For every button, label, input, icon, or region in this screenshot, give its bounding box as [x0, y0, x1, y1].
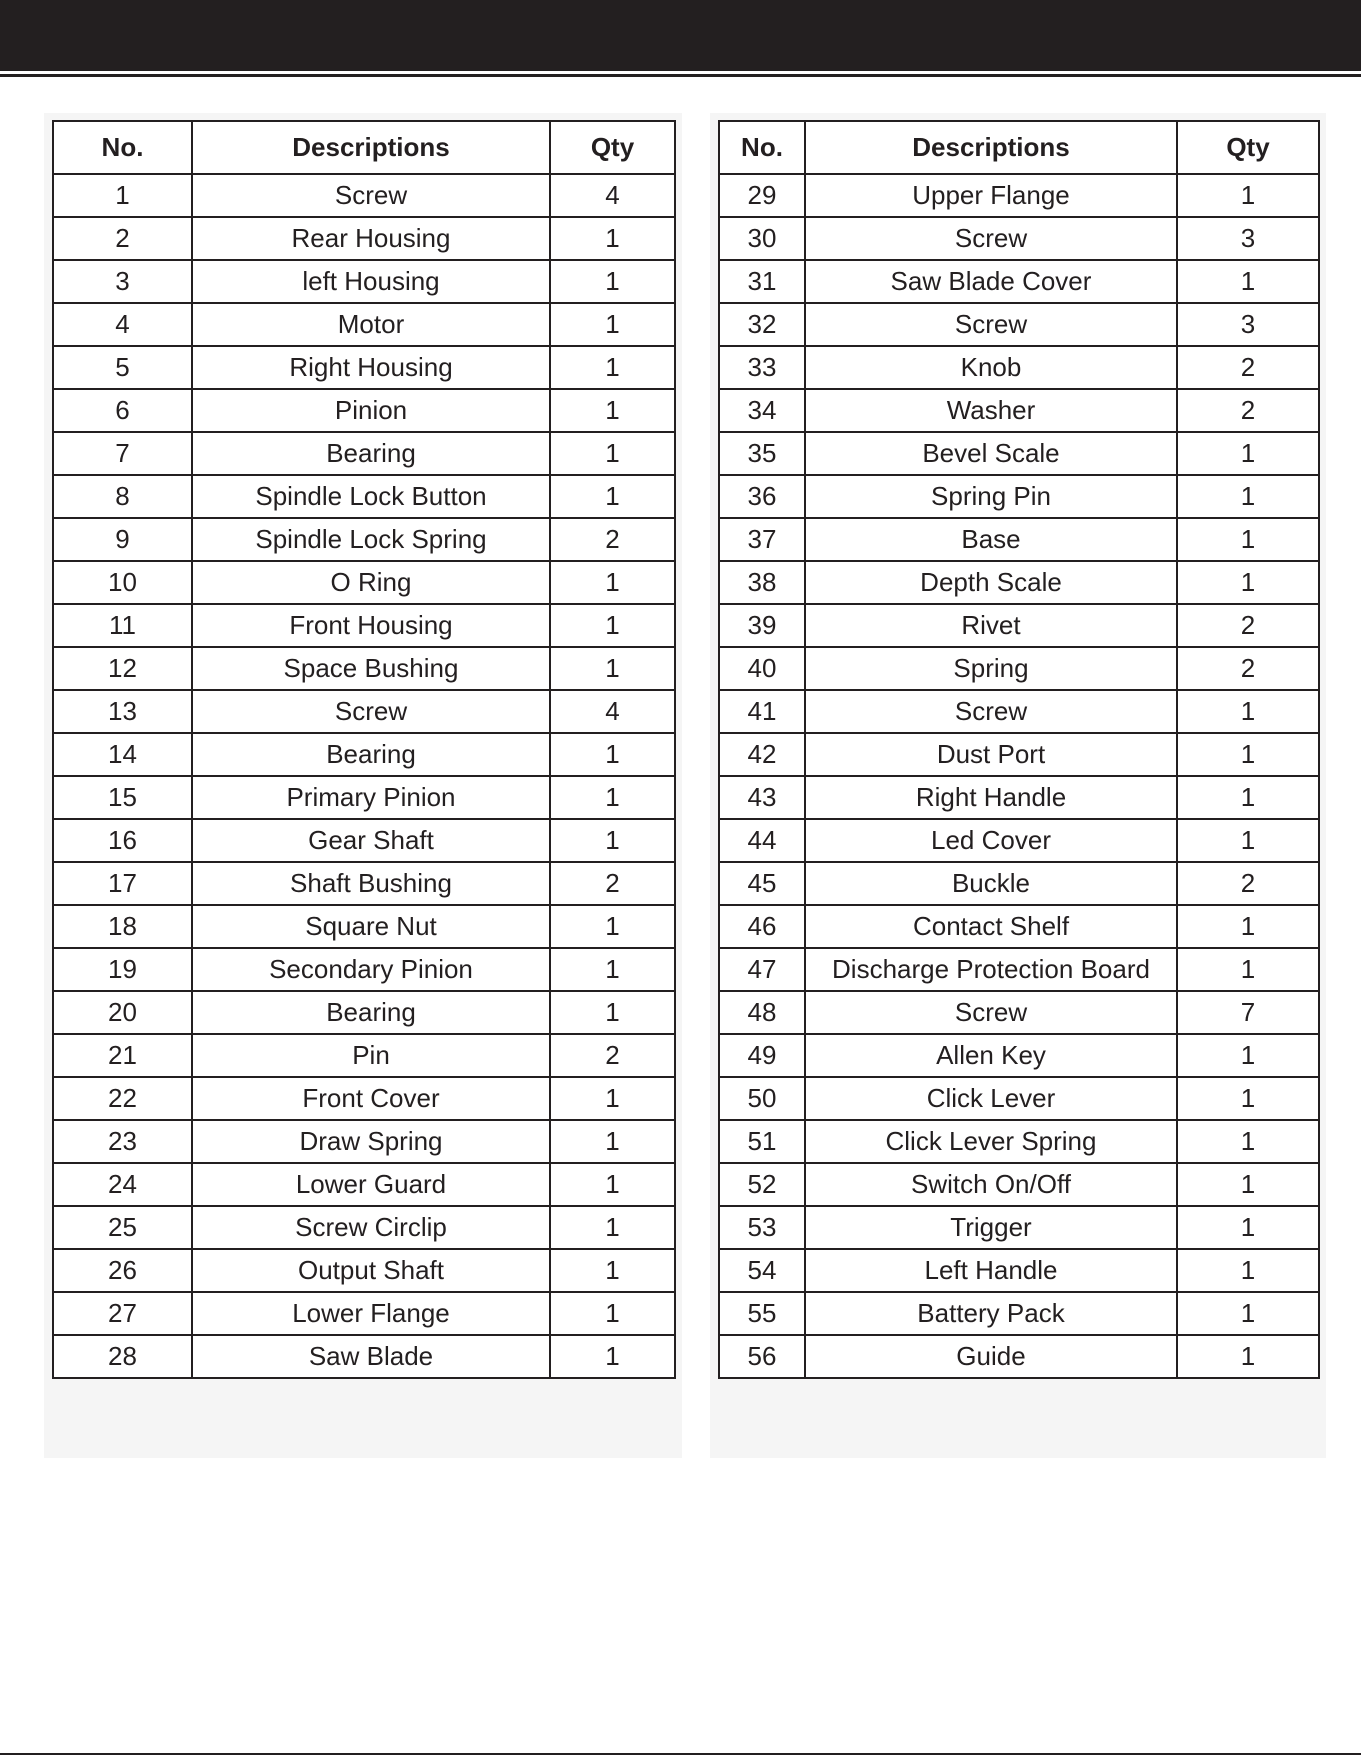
part-quantity-cell: 2 — [550, 518, 675, 561]
part-quantity-cell: 1 — [550, 432, 675, 475]
part-number-cell: 31 — [719, 260, 805, 303]
table-row — [719, 776, 1319, 819]
part-number-cell: 2 — [53, 217, 192, 260]
table-row — [719, 346, 1319, 389]
part-number-cell: 43 — [719, 776, 805, 819]
part-description-cell: Battery Pack — [805, 1292, 1177, 1335]
part-description-cell: Output Shaft — [192, 1249, 550, 1292]
part-description-cell: Buckle — [805, 862, 1177, 905]
part-description-cell: Switch On/Off — [805, 1163, 1177, 1206]
part-number-cell: 19 — [53, 948, 192, 991]
part-description-cell: Bevel Scale — [805, 432, 1177, 475]
part-number-cell: 48 — [719, 991, 805, 1034]
part-description-cell: Screw — [805, 217, 1177, 260]
part-quantity-cell: 1 — [1177, 690, 1319, 733]
part-quantity-cell: 1 — [1177, 1120, 1319, 1163]
part-description-cell: Pin — [192, 1034, 550, 1077]
part-number-cell: 47 — [719, 948, 805, 991]
part-number-cell: 9 — [53, 518, 192, 561]
table-row — [719, 1034, 1319, 1077]
part-quantity-cell: 1 — [550, 1120, 675, 1163]
part-quantity-cell: 4 — [550, 690, 675, 733]
part-description-cell: Saw Blade Cover — [805, 260, 1177, 303]
part-number-cell: 16 — [53, 819, 192, 862]
part-quantity-cell: 1 — [1177, 475, 1319, 518]
part-description-cell: Lower Guard — [192, 1163, 550, 1206]
part-description-cell: Bearing — [192, 991, 550, 1034]
part-description-cell: Front Cover — [192, 1077, 550, 1120]
part-quantity-cell: 1 — [550, 776, 675, 819]
part-quantity-cell: 1 — [1177, 1206, 1319, 1249]
part-quantity-cell: 1 — [1177, 174, 1319, 217]
part-description-cell: Pinion — [192, 389, 550, 432]
table-row — [53, 948, 675, 991]
part-number-cell: 37 — [719, 518, 805, 561]
table-row — [53, 1292, 675, 1335]
table-row — [53, 561, 675, 604]
part-quantity-cell: 1 — [550, 346, 675, 389]
table-row — [719, 518, 1319, 561]
part-description-cell: Right Housing — [192, 346, 550, 389]
part-quantity-cell: 1 — [1177, 518, 1319, 561]
part-number-cell: 21 — [53, 1034, 192, 1077]
part-number-cell: 5 — [53, 346, 192, 389]
part-quantity-cell: 2 — [1177, 389, 1319, 432]
part-quantity-cell: 4 — [550, 174, 675, 217]
part-quantity-cell: 1 — [1177, 432, 1319, 475]
part-number-cell: 26 — [53, 1249, 192, 1292]
part-number-cell: 53 — [719, 1206, 805, 1249]
table-row — [719, 1163, 1319, 1206]
part-description-cell: Screw Circlip — [192, 1206, 550, 1249]
part-description-cell: Square Nut — [192, 905, 550, 948]
part-quantity-cell: 1 — [1177, 1335, 1319, 1378]
part-number-cell: 39 — [719, 604, 805, 647]
part-description-cell: Rivet — [805, 604, 1177, 647]
part-description-cell: Click Lever Spring — [805, 1120, 1177, 1163]
part-description-cell: Front Housing — [192, 604, 550, 647]
part-description-cell: Guide — [805, 1335, 1177, 1378]
part-quantity-cell: 1 — [550, 217, 675, 260]
part-quantity-cell: 2 — [1177, 346, 1319, 389]
part-quantity-cell: 1 — [550, 1335, 675, 1378]
part-description-cell: O Ring — [192, 561, 550, 604]
part-description-cell: Spring — [805, 647, 1177, 690]
part-description-cell: Dust Port — [805, 733, 1177, 776]
part-quantity-cell: 1 — [550, 389, 675, 432]
part-number-cell: 32 — [719, 303, 805, 346]
part-number-cell: 22 — [53, 1077, 192, 1120]
part-quantity-cell: 1 — [1177, 733, 1319, 776]
part-number-cell: 40 — [719, 647, 805, 690]
part-quantity-cell: 2 — [1177, 862, 1319, 905]
part-description-cell: Screw — [192, 690, 550, 733]
part-quantity-cell: 1 — [550, 1077, 675, 1120]
part-quantity-cell: 1 — [1177, 905, 1319, 948]
header-bar — [0, 0, 1361, 71]
part-number-cell: 4 — [53, 303, 192, 346]
part-description-cell: Left Handle — [805, 1249, 1177, 1292]
part-description-cell: Contact Shelf — [805, 905, 1177, 948]
part-description-cell: Saw Blade — [192, 1335, 550, 1378]
table-row — [719, 432, 1319, 475]
table-row — [53, 819, 675, 862]
table-row — [53, 518, 675, 561]
table-row — [719, 905, 1319, 948]
part-number-cell: 28 — [53, 1335, 192, 1378]
part-description-cell: Click Lever — [805, 1077, 1177, 1120]
part-quantity-cell: 7 — [1177, 991, 1319, 1034]
part-quantity-cell: 1 — [1177, 1163, 1319, 1206]
table-header-row — [719, 121, 1319, 174]
part-quantity-cell: 1 — [1177, 1249, 1319, 1292]
part-number-cell: 44 — [719, 819, 805, 862]
footer-rule — [0, 1753, 1361, 1755]
part-number-cell: 23 — [53, 1120, 192, 1163]
table-row — [719, 733, 1319, 776]
part-quantity-cell: 1 — [550, 303, 675, 346]
part-number-cell: 50 — [719, 1077, 805, 1120]
table-row — [53, 1163, 675, 1206]
table-row — [719, 862, 1319, 905]
table-row — [53, 647, 675, 690]
table-row — [53, 260, 675, 303]
part-quantity-cell: 1 — [1177, 1292, 1319, 1335]
part-description-cell: Led Cover — [805, 819, 1177, 862]
header-rule — [0, 74, 1361, 77]
part-quantity-cell: 1 — [1177, 260, 1319, 303]
table-row — [53, 346, 675, 389]
part-number-cell: 55 — [719, 1292, 805, 1335]
part-number-cell: 3 — [53, 260, 192, 303]
part-quantity-cell: 1 — [550, 733, 675, 776]
part-number-cell: 20 — [53, 991, 192, 1034]
part-quantity-cell: 1 — [550, 991, 675, 1034]
part-quantity-cell: 2 — [550, 1034, 675, 1077]
part-quantity-cell: 1 — [550, 561, 675, 604]
table-row — [719, 561, 1319, 604]
table-row — [719, 1249, 1319, 1292]
part-number-cell: 10 — [53, 561, 192, 604]
table-row — [719, 948, 1319, 991]
part-description-cell: Rear Housing — [192, 217, 550, 260]
part-number-cell: 15 — [53, 776, 192, 819]
table-row — [719, 991, 1319, 1034]
part-quantity-cell: 1 — [550, 1206, 675, 1249]
column-header-descriptions: Descriptions — [192, 121, 550, 174]
part-quantity-cell: 1 — [550, 475, 675, 518]
table-row — [719, 819, 1319, 862]
table-row — [53, 303, 675, 346]
column-header-no: No. — [719, 121, 805, 174]
table-row — [719, 174, 1319, 217]
part-description-cell: Shaft Bushing — [192, 862, 550, 905]
part-number-cell: 33 — [719, 346, 805, 389]
part-quantity-cell: 1 — [550, 647, 675, 690]
part-quantity-cell: 1 — [550, 1163, 675, 1206]
table-row — [53, 1120, 675, 1163]
table-row — [53, 604, 675, 647]
part-description-cell: Screw — [192, 174, 550, 217]
parts-table-right — [718, 120, 1320, 1379]
part-number-cell: 56 — [719, 1335, 805, 1378]
table-row — [53, 475, 675, 518]
part-description-cell: Gear Shaft — [192, 819, 550, 862]
part-number-cell: 11 — [53, 604, 192, 647]
part-description-cell: Washer — [805, 389, 1177, 432]
part-quantity-cell: 2 — [1177, 647, 1319, 690]
part-number-cell: 35 — [719, 432, 805, 475]
table-row — [719, 389, 1319, 432]
part-quantity-cell: 1 — [1177, 1077, 1319, 1120]
part-number-cell: 51 — [719, 1120, 805, 1163]
table-row — [719, 1077, 1319, 1120]
part-number-cell: 54 — [719, 1249, 805, 1292]
table-row — [719, 303, 1319, 346]
part-quantity-cell: 1 — [550, 604, 675, 647]
column-header-qty: Qty — [1177, 121, 1319, 174]
table-row — [719, 1335, 1319, 1378]
part-number-cell: 34 — [719, 389, 805, 432]
part-description-cell: Motor — [192, 303, 550, 346]
part-description-cell: Trigger — [805, 1206, 1177, 1249]
part-quantity-cell: 1 — [550, 260, 675, 303]
part-number-cell: 42 — [719, 733, 805, 776]
part-number-cell: 25 — [53, 1206, 192, 1249]
table-row — [53, 690, 675, 733]
part-number-cell: 52 — [719, 1163, 805, 1206]
part-description-cell: Spindle Lock Button — [192, 475, 550, 518]
part-quantity-cell: 1 — [1177, 1034, 1319, 1077]
part-number-cell: 24 — [53, 1163, 192, 1206]
part-number-cell: 27 — [53, 1292, 192, 1335]
part-description-cell: Lower Flange — [192, 1292, 550, 1335]
part-quantity-cell: 1 — [550, 905, 675, 948]
table-row — [719, 690, 1319, 733]
part-quantity-cell: 1 — [1177, 776, 1319, 819]
table-row — [53, 217, 675, 260]
part-number-cell: 14 — [53, 733, 192, 776]
part-quantity-cell: 1 — [550, 1292, 675, 1335]
part-quantity-cell: 1 — [1177, 948, 1319, 991]
part-number-cell: 49 — [719, 1034, 805, 1077]
table-row — [53, 1077, 675, 1120]
table-row — [719, 1206, 1319, 1249]
table-row — [53, 1249, 675, 1292]
part-description-cell: Spindle Lock Spring — [192, 518, 550, 561]
table-row — [53, 991, 675, 1034]
part-quantity-cell: 3 — [1177, 217, 1319, 260]
table-row — [53, 389, 675, 432]
part-number-cell: 13 — [53, 690, 192, 733]
part-quantity-cell: 2 — [1177, 604, 1319, 647]
part-description-cell: Right Handle — [805, 776, 1177, 819]
table-row — [719, 1120, 1319, 1163]
part-number-cell: 29 — [719, 174, 805, 217]
part-description-cell: Primary Pinion — [192, 776, 550, 819]
part-description-cell: Discharge Protection Board — [805, 948, 1177, 991]
table-row — [719, 217, 1319, 260]
part-number-cell: 36 — [719, 475, 805, 518]
part-number-cell: 8 — [53, 475, 192, 518]
table-row — [719, 475, 1319, 518]
table-row — [53, 1034, 675, 1077]
table-row — [719, 260, 1319, 303]
table-row — [53, 862, 675, 905]
part-description-cell: Bearing — [192, 432, 550, 475]
column-header-qty: Qty — [550, 121, 675, 174]
part-number-cell: 18 — [53, 905, 192, 948]
table-row — [53, 776, 675, 819]
part-quantity-cell: 3 — [1177, 303, 1319, 346]
part-quantity-cell: 1 — [550, 948, 675, 991]
part-description-cell: Screw — [805, 690, 1177, 733]
part-description-cell: Allen Key — [805, 1034, 1177, 1077]
table-row — [53, 733, 675, 776]
part-quantity-cell: 1 — [550, 819, 675, 862]
table-row — [53, 905, 675, 948]
part-quantity-cell: 1 — [1177, 819, 1319, 862]
part-description-cell: left Housing — [192, 260, 550, 303]
table-row — [719, 604, 1319, 647]
part-description-cell: Base — [805, 518, 1177, 561]
part-description-cell: Knob — [805, 346, 1177, 389]
part-description-cell: Space Bushing — [192, 647, 550, 690]
part-description-cell: Draw Spring — [192, 1120, 550, 1163]
part-description-cell: Depth Scale — [805, 561, 1177, 604]
part-description-cell: Spring Pin — [805, 475, 1177, 518]
part-quantity-cell: 2 — [550, 862, 675, 905]
part-description-cell: Screw — [805, 303, 1177, 346]
column-header-descriptions: Descriptions — [805, 121, 1177, 174]
table-row — [53, 1335, 675, 1378]
part-number-cell: 46 — [719, 905, 805, 948]
part-description-cell: Bearing — [192, 733, 550, 776]
column-header-no: No. — [53, 121, 192, 174]
table-row — [53, 432, 675, 475]
part-number-cell: 30 — [719, 217, 805, 260]
part-number-cell: 1 — [53, 174, 192, 217]
part-description-cell: Screw — [805, 991, 1177, 1034]
table-header-row — [53, 121, 675, 174]
table-row — [719, 647, 1319, 690]
part-quantity-cell: 1 — [550, 1249, 675, 1292]
part-number-cell: 7 — [53, 432, 192, 475]
part-number-cell: 45 — [719, 862, 805, 905]
table-row — [719, 1292, 1319, 1335]
part-number-cell: 38 — [719, 561, 805, 604]
part-number-cell: 41 — [719, 690, 805, 733]
part-number-cell: 17 — [53, 862, 192, 905]
parts-table-left — [52, 120, 676, 1379]
table-row — [53, 174, 675, 217]
part-number-cell: 6 — [53, 389, 192, 432]
part-description-cell: Upper Flange — [805, 174, 1177, 217]
part-description-cell: Secondary Pinion — [192, 948, 550, 991]
part-number-cell: 12 — [53, 647, 192, 690]
part-quantity-cell: 1 — [1177, 561, 1319, 604]
table-row — [53, 1206, 675, 1249]
